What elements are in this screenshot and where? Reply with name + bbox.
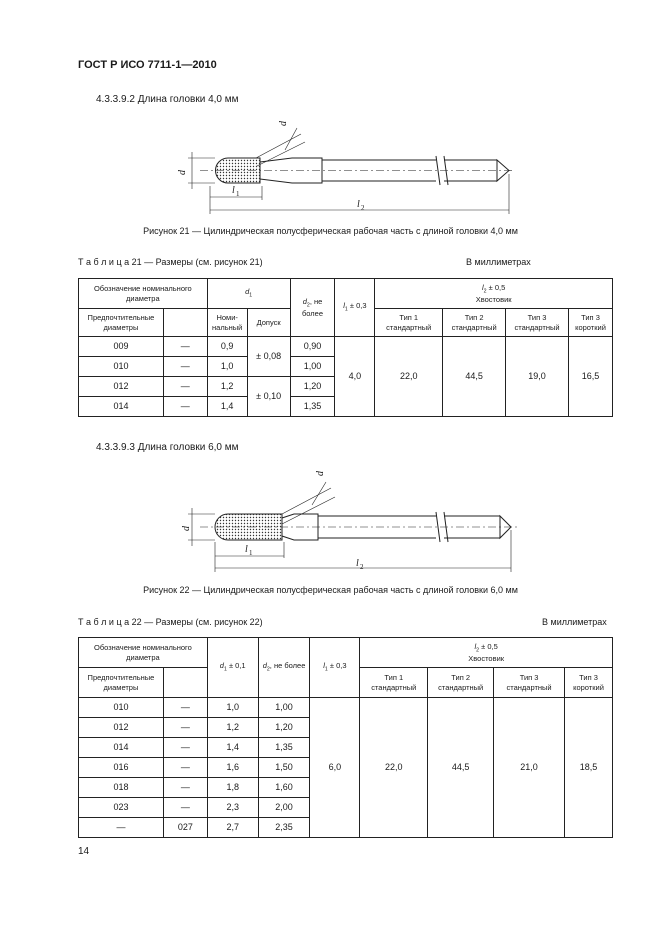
header-d1: $d_1 \pm 0,1$ bbox=[207, 638, 258, 698]
label-d1: d bbox=[177, 170, 188, 175]
label-l1: l bbox=[232, 185, 235, 196]
tool-outline-22 bbox=[188, 482, 520, 572]
label-l2: l bbox=[356, 558, 359, 569]
table-row: 010 — 1,0 1,00 6,0 22,0 44,5 21,0 18,5 bbox=[79, 698, 613, 718]
label-l2: l bbox=[357, 199, 360, 210]
header-d2: $d_2$, не более bbox=[258, 638, 310, 698]
header-tolerance: Допуск bbox=[247, 309, 290, 337]
table-row: 009 — 0,9 ± 0,08 0,90 4,0 22,0 44,5 19,0 16,5 bbox=[79, 337, 613, 357]
header-type3-short: Тип 3 короткий bbox=[568, 309, 612, 337]
header-l1: $l_1 \pm 0,3$ bbox=[310, 638, 360, 698]
label-d1: d bbox=[181, 526, 192, 531]
header-designation: Обозначение номинального диаметра bbox=[79, 638, 208, 668]
figure-21-drawing bbox=[0, 0, 661, 230]
label-d2: d bbox=[315, 471, 326, 476]
header-preferred: Предпочтительные диаметры bbox=[79, 309, 164, 337]
page-number: 14 bbox=[78, 846, 90, 857]
header-type3-short: Тип 3 короткий bbox=[565, 668, 613, 698]
table-row: 010 — 1,0 1,00 bbox=[79, 357, 613, 377]
table-21-caption: Т а б л и ц а 21 — Размеры (см. рисунок 21) bbox=[78, 257, 263, 267]
header-type1: Тип 1 стандартный bbox=[375, 309, 443, 337]
header-type1: Тип 1 стандартный bbox=[360, 668, 428, 698]
tool-outline-21 bbox=[188, 128, 515, 214]
label-l1: l bbox=[245, 544, 248, 555]
header-l2: $l_2 \pm 0,5$ Хвостовик bbox=[360, 638, 613, 668]
figure-22-caption: Рисунок 22 — Цилиндрическая полусферическая рабочая часть с длиной головки 6,0 мм bbox=[143, 585, 518, 595]
header-d2: $d_2$, не более bbox=[290, 279, 335, 337]
header-type2: Тип 2 стандартный bbox=[428, 668, 494, 698]
header-l2: $l_2 \pm 0,5$ Хвостовик bbox=[375, 279, 613, 309]
svg-text:2: 2 bbox=[361, 204, 365, 212]
table-22-units: В миллиметрах bbox=[542, 617, 607, 627]
table-21 bbox=[78, 278, 613, 417]
header-type3: Тип 3 стандартный bbox=[506, 309, 569, 337]
header-preferred: Предпочтительные диаметры bbox=[79, 668, 164, 698]
figure-22-drawing bbox=[0, 450, 661, 590]
section-title-4-3-3-9-3: 4.3.3.9.3 Длина головки 6,0 мм bbox=[96, 442, 239, 453]
table-row: 018 — 1,8 1,60 bbox=[79, 778, 613, 798]
table-row: — 027 2,7 2,35 bbox=[79, 818, 613, 838]
table-row: 012 — 1,2 ± 0,10 1,20 bbox=[79, 377, 613, 397]
label-d2: d bbox=[278, 121, 289, 126]
figure-21-caption: Рисунок 21 — Цилиндрическая полусферическая рабочая часть с длиной головки 4,0 мм bbox=[143, 226, 518, 236]
header-l1: $l_1 \pm 0,3$ bbox=[335, 279, 375, 337]
header-nominal: Номи-нальный bbox=[207, 309, 247, 337]
header-type3: Тип 3 стандартный bbox=[494, 668, 565, 698]
svg-text:1: 1 bbox=[249, 549, 253, 557]
table-row: 012 — 1,2 1,20 bbox=[79, 718, 613, 738]
svg-text:2: 2 bbox=[360, 563, 364, 571]
table-22-caption: Т а б л и ц а 22 — Размеры (см. рисунок 22) bbox=[78, 617, 263, 627]
header-empty bbox=[163, 309, 207, 337]
table-row: 014 — 1,4 1,35 bbox=[79, 397, 613, 417]
table-22 bbox=[78, 637, 613, 838]
table-row: 016 — 1,6 1,50 bbox=[79, 758, 613, 778]
table-row: 023 — 2,3 2,00 bbox=[79, 798, 613, 818]
table-21-units: В миллиметрах bbox=[466, 257, 531, 267]
header-designation: Обозначение номинального диаметра bbox=[79, 279, 208, 309]
header-empty bbox=[163, 668, 207, 698]
header-d1: $d_1$ bbox=[207, 279, 290, 309]
header-type2: Тип 2 стандартный bbox=[443, 309, 506, 337]
section-title-4-3-3-9-2: 4.3.3.9.2 Длина головки 4,0 мм bbox=[96, 94, 239, 105]
svg-text:1: 1 bbox=[236, 190, 240, 198]
document-header: ГОСТ Р ИСО 7711-1—2010 bbox=[78, 59, 217, 71]
table-row: 014 — 1,4 1,35 bbox=[79, 738, 613, 758]
